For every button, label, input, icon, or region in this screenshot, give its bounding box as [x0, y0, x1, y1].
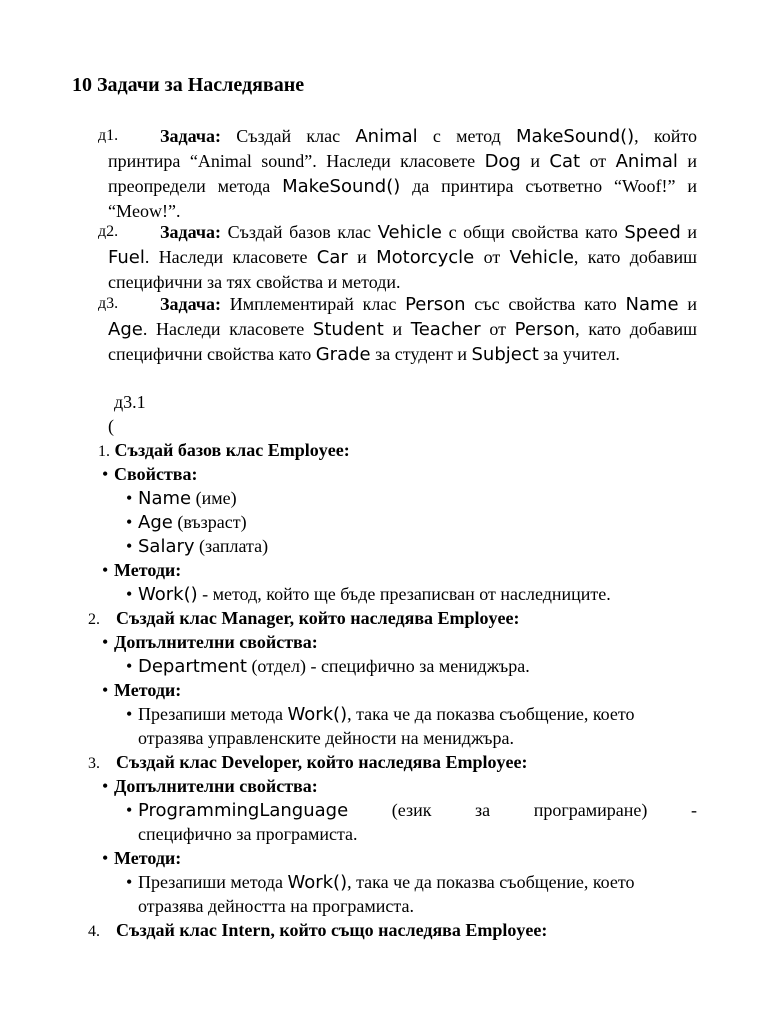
list-item: • Salary (заплата)	[126, 536, 269, 557]
list-item: • Department (отдел) - специфично за мениджъра.	[126, 656, 530, 677]
task-item-1	[98, 124, 698, 223]
open-paren: (	[108, 416, 114, 436]
task-text: Задача: Създай клас Animal с метод MakeSound(), който принтира “Animal sound”. Наследи класовете Dog и Cat от Animal и преопредели метода MakeSound() да принтира съответно “Woof!” и “Meow!”.	[108, 126, 698, 221]
task-number: д2.	[98, 223, 119, 240]
properties-heading: • Свойства:	[102, 464, 198, 484]
task-text: Задача: Имплементирай клас Person със свойства като Name и Age. Наследи класовете Student и Teacher от Person, като добавиш специфични свойства като Grade за студент и Subject за учител.	[108, 294, 697, 365]
methods-heading: • Методи:	[102, 560, 182, 580]
subtask-label: д3.1	[114, 392, 146, 412]
list-item: • Name (име)	[126, 488, 237, 509]
step-2-heading: 2. Създай клас Manager, който наследява Employee:	[88, 608, 520, 628]
list-item: • Work() - метод, който ще бъде презаписван от наследниците.	[126, 584, 611, 605]
list-item: • Презапиши метода Work(), така че да показва съобщение, което	[126, 872, 635, 893]
list-item: • Презапиши метода Work(), така че да показва съобщение, което	[126, 704, 635, 725]
step-3-heading: 3. Създай клас Developer, който наследява Employee:	[88, 752, 528, 772]
extra-properties-heading: • Допълнителни свойства:	[102, 776, 318, 796]
list-item: • Age (възраст)	[126, 512, 247, 533]
list-item-continuation: отразява дейността на програмиста.	[138, 896, 414, 916]
task-item-2	[98, 220, 697, 294]
task-item-3	[98, 292, 697, 367]
step-4-heading: 4. Създай клас Intern, който също наследява Employee:	[88, 920, 548, 940]
methods-heading: • Методи:	[102, 680, 182, 700]
task-number: д1.	[98, 127, 119, 144]
step-1-heading: 1. Създай базов клас Employee:	[98, 440, 350, 460]
list-item: • ProgrammingLanguage (език за програмиране) -	[126, 800, 697, 821]
task-number: д3.	[98, 295, 119, 312]
document-title: 10 Задачи за Наследяване	[72, 74, 305, 96]
task-text: Задача: Създай базов клас Vehicle с общи свойства като Speed и Fuel. Наследи класовете Car и Motorcycle от Vehicle, като добавиш специфични за тях свойства и методи.	[108, 222, 697, 292]
extra-properties-heading: • Допълнителни свойства:	[102, 632, 318, 652]
methods-heading: • Методи:	[102, 848, 182, 868]
list-item-continuation: отразява управленските дейности на мениджъра.	[138, 728, 514, 748]
list-item-continuation: специфично за програмиста.	[138, 824, 358, 844]
